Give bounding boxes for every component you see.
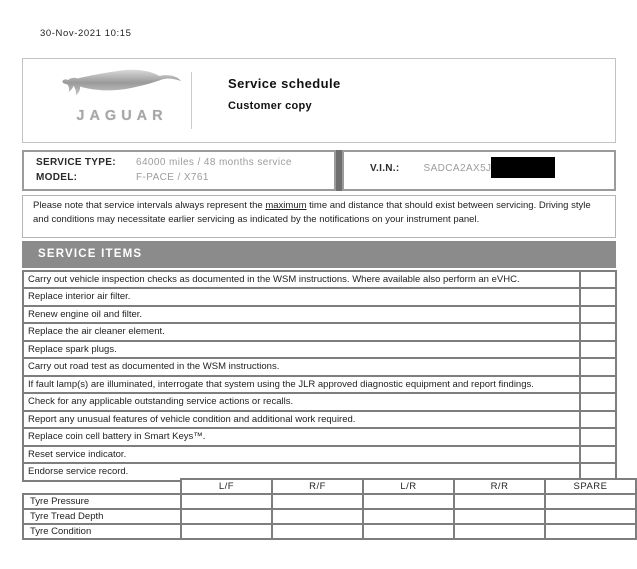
tyre-row — [23, 494, 636, 509]
service-item-row — [23, 306, 616, 323]
tyre-value-cell — [272, 524, 363, 539]
header — [22, 58, 616, 143]
tyre-row-label: Tyre Pressure — [23, 494, 181, 509]
service-items-heading: SERVICE ITEMS — [22, 241, 616, 268]
tyre-header-row — [23, 479, 636, 494]
service-item-text: Report any unusual features of vehicle condition and additional work required. — [23, 411, 580, 428]
tyre-table — [22, 478, 637, 540]
service-note — [22, 195, 616, 238]
service-item-text: If fault lamp(s) are illuminated, interrogate that system using the JLR approved diagnostic equipment and report findings. — [23, 376, 580, 393]
vin-box — [342, 150, 616, 191]
tyre-value-cell — [545, 509, 636, 524]
vin-label: V.I.N.: — [370, 163, 400, 174]
service-item-check-cell — [580, 323, 616, 340]
service-item-row — [23, 411, 616, 428]
service-item-row — [23, 358, 616, 375]
vin-value: SADCA2AX5J — [423, 163, 492, 174]
service-item-text: Replace interior air filter. — [23, 288, 580, 305]
note-text-underlined: maximum — [265, 200, 307, 211]
print-timestamp: 30-Nov-2021 10:15 — [40, 28, 132, 39]
tyre-value-cell — [363, 494, 454, 509]
service-item-row — [23, 341, 616, 358]
brand-block — [47, 63, 197, 124]
tyre-value-cell — [454, 509, 545, 524]
service-type-box — [22, 150, 336, 191]
service-item-text: Check for any applicable outstanding service actions or recalls. — [23, 393, 580, 410]
tyre-value-cell — [181, 494, 272, 509]
tyre-row — [23, 524, 636, 539]
service-item-text: Replace the air cleaner element. — [23, 323, 580, 340]
tyre-value-cell — [363, 524, 454, 539]
service-item-text: Carry out road test as documented in the WSM instructions. — [23, 358, 580, 375]
service-item-check-cell — [580, 446, 616, 463]
service-item-row — [23, 288, 616, 305]
tyre-value-cell — [545, 494, 636, 509]
tyre-column-header: L/R — [363, 479, 454, 494]
tyre-value-cell — [545, 524, 636, 539]
service-item-row — [23, 271, 616, 288]
service-item-check-cell — [580, 271, 616, 288]
service-item-row — [23, 393, 616, 410]
service-item-check-cell — [580, 393, 616, 410]
vin-line — [344, 152, 614, 178]
service-item-text: Replace coin cell battery in Smart Keys™. — [23, 428, 580, 445]
service-type-label: SERVICE TYPE: — [36, 157, 116, 168]
tyre-row-label: Tyre Condition — [23, 524, 181, 539]
tyre-value-cell — [272, 509, 363, 524]
tyre-column-header: R/F — [272, 479, 363, 494]
tyre-value-cell — [363, 509, 454, 524]
tyre-header-blank — [23, 479, 181, 494]
tyre-value-cell — [454, 524, 545, 539]
service-item-row — [23, 376, 616, 393]
service-item-check-cell — [580, 306, 616, 323]
tyre-value-cell — [181, 524, 272, 539]
note-text-after: time and distance that should exist between servicing. Driving style and conditions may necessitate earlier servicing as indicated by the notifications on your instrument panel. — [33, 200, 591, 225]
model-value: F-PACE / X761 — [136, 171, 209, 183]
jaguar-leaper-logo-icon — [61, 65, 183, 107]
service-item-check-cell — [580, 288, 616, 305]
tyre-row-label: Tyre Tread Depth — [23, 509, 181, 524]
tyre-column-header: SPARE — [545, 479, 636, 494]
vin-redaction — [491, 157, 555, 178]
title-block — [228, 76, 341, 112]
service-item-row — [23, 428, 616, 445]
jaguar-wordmark: JAGUAR — [76, 108, 168, 124]
service-item-check-cell — [580, 411, 616, 428]
document-subtitle: Customer copy — [228, 100, 312, 112]
service-item-check-cell — [580, 341, 616, 358]
service-item-text: Replace spark plugs. — [23, 341, 580, 358]
tyre-column-header: L/F — [181, 479, 272, 494]
service-item-check-cell — [580, 428, 616, 445]
header-divider — [191, 72, 192, 129]
tyre-value-cell — [272, 494, 363, 509]
model-label: MODEL: — [36, 171, 78, 183]
tyre-column-header: R/R — [454, 479, 545, 494]
service-type-grid — [24, 152, 334, 185]
service-item-check-cell — [580, 358, 616, 375]
service-item-text: Renew engine oil and filter. — [23, 306, 580, 323]
note-text-before: Please note that service intervals always represent the — [33, 200, 266, 211]
service-item-check-cell — [580, 376, 616, 393]
service-item-row — [23, 323, 616, 340]
document-title: Service schedule — [228, 76, 341, 91]
service-type-value: 64000 miles / 48 months service — [136, 157, 292, 168]
service-item-row — [23, 446, 616, 463]
tyre-value-cell — [181, 509, 272, 524]
vehicle-info-row — [22, 150, 616, 191]
service-items-table — [22, 270, 617, 482]
service-item-text: Reset service indicator. — [23, 446, 580, 463]
service-item-text: Endorse service record. — [23, 463, 580, 480]
tyre-value-cell — [454, 494, 545, 509]
tyre-row — [23, 509, 636, 524]
service-item-text: Carry out vehicle inspection checks as documented in the WSM instructions. Where available also perform an eVHC. — [23, 271, 580, 288]
